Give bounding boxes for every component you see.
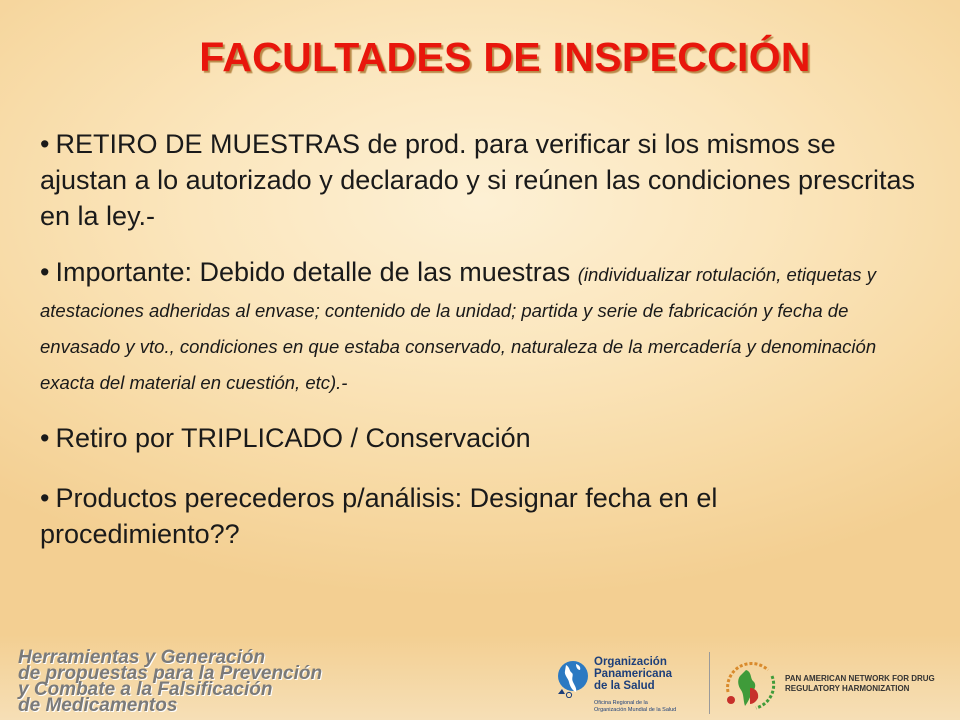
bullet-marker: • [40,483,50,513]
ops-sub-line: Oficina Regional de la [594,700,648,706]
bullet-text: Productos perecederos p/análisis: Designar fecha en el procedimiento?? [40,483,718,549]
footer-tool-line: Herramientas y Generación [18,647,266,668]
bullet-importante [40,254,920,398]
bullet-text: Importante: Debido detalle de las muestras [55,257,578,287]
bullet-marker: • [40,129,50,159]
ops-sub-line: Organización Mundial de la Salud [594,706,677,713]
bullet-text: RETIRO DE MUESTRAS de prod. para verificar si los mismos se ajustan a lo autorizado y declarado y si reúnen las condiciones prescritas en la ley.- [40,129,915,231]
slide-content [40,126,920,552]
footer-divider [709,652,710,714]
footer-tool-line: de Medicamentos [18,695,178,716]
bullet-text: Retiro por TRIPLICADO / Conservación [55,423,531,453]
bullet-triplicado [40,420,920,456]
ops-name [594,656,672,692]
bullet-retiro-muestras [40,126,920,234]
ops-name-line: Panamericana [594,668,672,680]
ops-subtitle [594,700,676,713]
red-text-line: REGULATORY HARMONIZATION [785,684,910,693]
bullet-marker: • [40,423,50,453]
bullet-perecederos [40,480,920,552]
footer-tool-title [18,647,323,716]
bullet-detail-text: (individualizar rotulación, etiquetas y atestaciones adheridas al envase; contenido de la unidad; partida y serie de fabricación y fecha de envasado y vto., condiciones en que estaba conservado, naturaleza de la mercadería y denominación exacta del material en cuestión, etc).- [40,264,877,393]
red-parf-text [785,674,935,694]
ops-name-line: de la Salud [594,680,655,692]
footer-tool-line: de propuestas para la Prevención [18,663,323,684]
footer-tool-line: y Combate a la Falsificación [18,679,273,700]
bullet-marker: • [40,257,50,287]
ops-logo [556,654,706,716]
red-text-line: PAN AMERICAN NETWORK FOR DRUG [785,674,935,683]
ops-name-line: Organización [594,656,667,668]
slide-title: FACULTADES DE INSPECCIÓN [199,34,811,80]
ops-globe-icon [556,658,590,698]
red-parf-americas-icon [722,660,782,712]
